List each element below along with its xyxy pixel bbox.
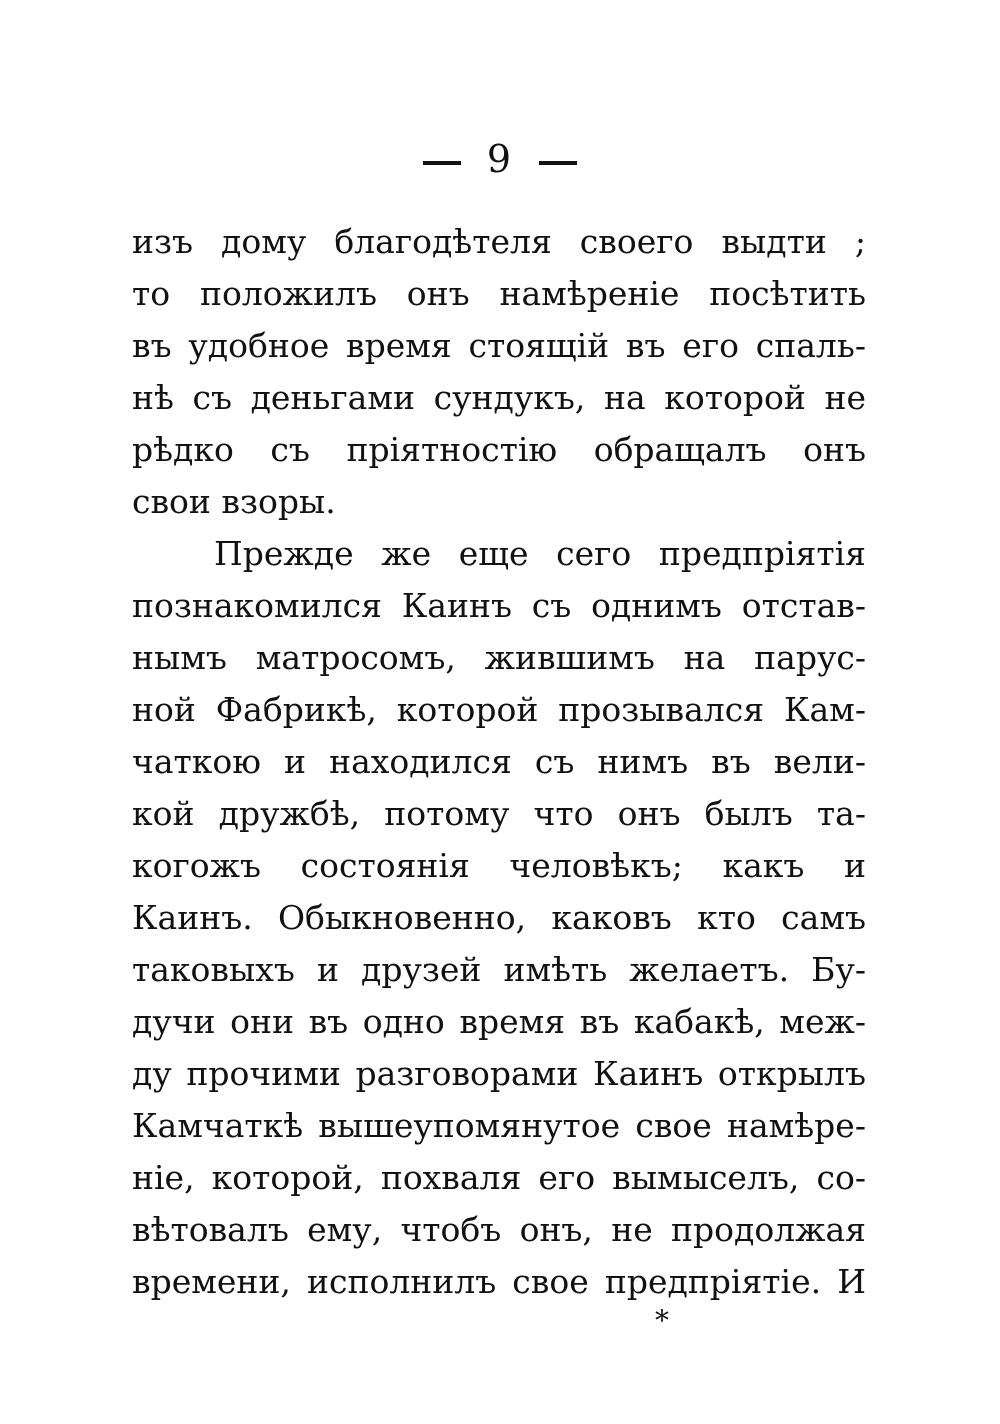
text-line: изъ дому благодѣтеля своего выдти ; [132,222,866,261]
text-line: то положилъ онъ намѣреніе посѣтить [132,274,866,313]
right-dash [539,161,577,165]
text-line: когожъ состоянія человѣкъ; какъ и [132,846,866,885]
text-line: свои взоры. [132,482,336,521]
text-line: Прежде же еще сего предпріятія [214,534,866,573]
text-line: кой дружбѣ, потому что онъ былъ та- [132,794,866,833]
text-line: дучи они въ одно время въ кабакѣ, меж- [132,1002,866,1041]
text-line: Каинъ. Обыкновенно, каковъ кто самъ [132,898,866,937]
text-line: чаткою и находился съ нимъ въ вели- [132,742,866,781]
left-dash [423,161,461,165]
page-header [0,136,1000,182]
body-text [132,216,866,1308]
text-line: нымъ матросомъ, жившимъ на парус- [132,638,866,677]
text-line: таковыхъ и друзей имѣть желаетъ. Бу- [132,950,866,989]
text-line: ду прочими разговорами Каинъ открылъ [132,1054,866,1093]
text-line: вѣтовалъ ему, чтобъ онъ, не продолжая [132,1210,866,1249]
text-line: Камчаткѣ вышеупомянутое свое намѣре- [132,1106,866,1145]
text-line: ніе, которой, похваля его вымыселъ, со- [132,1158,866,1197]
signature-mark: * [655,1304,669,1337]
text-line: познакомился Каинъ съ однимъ отстав- [132,586,866,625]
text-line: въ удобное время стоящій въ его спаль- [132,326,866,365]
text-line: времени, исполнилъ свое предпріятіе. И [132,1262,866,1301]
text-line: нѣ съ деньгами сундукъ, на которой не [132,378,866,417]
text-line: рѣдко съ пріятностію обращалъ онъ [132,430,866,469]
page-number: 9 [486,137,514,181]
text-line: ной Фабрикѣ, которой прозывался Кам- [132,690,866,729]
